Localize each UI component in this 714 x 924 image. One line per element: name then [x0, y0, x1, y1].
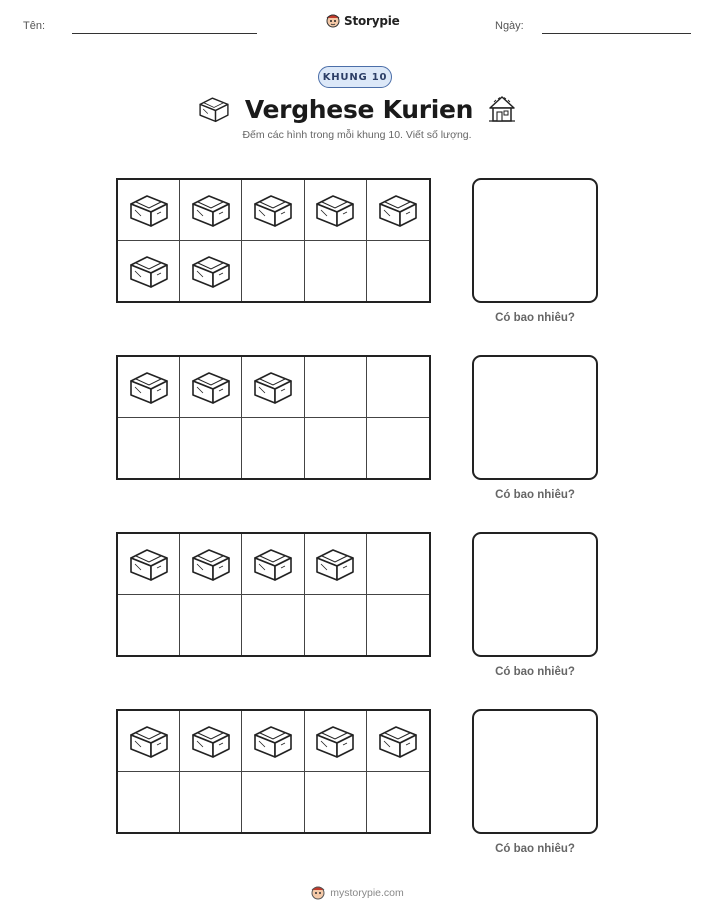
ten-frame-cell — [118, 180, 180, 241]
ten-frame-cell — [305, 241, 367, 302]
ten-frame-cell — [305, 595, 367, 656]
butter-block-icon — [251, 192, 295, 228]
ten-frame-cell — [118, 357, 180, 418]
ten-frame-cell — [118, 534, 180, 595]
butter-block-icon — [313, 546, 357, 582]
answer-box-2[interactable] — [472, 355, 598, 480]
storypie-mascot-icon — [310, 884, 326, 901]
ten-frame-4 — [116, 709, 431, 834]
brand-name: Storypie — [344, 13, 400, 28]
butter-block-icon — [127, 192, 171, 228]
butter-block-icon — [189, 723, 233, 759]
ten-frame-cell — [305, 772, 367, 833]
hut-icon — [487, 94, 517, 124]
ten-frame-cell — [242, 180, 304, 241]
name-label: Tên: — [23, 20, 46, 32]
ten-frame-cell — [305, 357, 367, 418]
ten-frame-cell — [305, 418, 367, 479]
butter-block-icon — [127, 723, 171, 759]
ten-frame-cell — [367, 595, 429, 656]
ten-frame-cell — [242, 711, 304, 772]
butter-block-icon — [189, 369, 233, 405]
ten-frame-2 — [116, 355, 431, 480]
ten-frame-cell — [305, 180, 367, 241]
name-line[interactable] — [72, 33, 257, 34]
question-label-3: Có bao nhiêu? — [495, 666, 575, 678]
ten-frame-cell — [242, 595, 304, 656]
butter-block-icon — [127, 369, 171, 405]
answer-box-3[interactable] — [472, 532, 598, 657]
ten-frame-cell — [118, 772, 180, 833]
butter-block-icon — [251, 723, 295, 759]
page-title: Verghese Kurien — [244, 94, 474, 124]
ten-frame-cell — [180, 180, 242, 241]
ten-frame-cell — [180, 357, 242, 418]
date-line[interactable] — [542, 33, 691, 34]
ten-frame-cell — [367, 357, 429, 418]
ten-frame-cell — [242, 357, 304, 418]
ten-frame-cell — [180, 418, 242, 479]
ten-frame-cell — [118, 711, 180, 772]
question-label-2: Có bao nhiêu? — [495, 489, 575, 501]
ten-frame-cell — [367, 241, 429, 302]
ten-frame-cell — [242, 241, 304, 302]
footer-url: mystorypie.com — [330, 886, 404, 899]
butter-block-icon — [127, 253, 171, 289]
butter-block-icon — [313, 723, 357, 759]
butter-block-icon — [189, 253, 233, 289]
ten-frame-cell — [367, 772, 429, 833]
ten-frame-cell — [367, 534, 429, 595]
ten-frame-cell — [180, 772, 242, 833]
ten-frame-cell — [180, 534, 242, 595]
title-row — [0, 91, 714, 127]
ten-frame-cell — [367, 711, 429, 772]
answer-box-4[interactable] — [472, 709, 598, 834]
ten-frame-cell — [305, 534, 367, 595]
butter-block-icon — [127, 546, 171, 582]
butter-block-icon — [376, 723, 420, 759]
ten-frame-cell — [118, 418, 180, 479]
ten-frame-cell — [180, 711, 242, 772]
date-label: Ngày: — [495, 20, 524, 32]
ten-frame-cell — [242, 534, 304, 595]
butter-block-icon — [189, 546, 233, 582]
ten-frame-cell — [305, 711, 367, 772]
ten-frame-3 — [116, 532, 431, 657]
ten-frame-cell — [180, 241, 242, 302]
ten-frame-cell — [180, 595, 242, 656]
question-label-4: Có bao nhiêu? — [495, 843, 575, 855]
worksheet-type-badge: KHUNG 10 — [318, 66, 392, 88]
brand-logo — [325, 12, 400, 29]
butter-block-icon — [376, 192, 420, 228]
butter-block-icon — [197, 95, 231, 123]
butter-block-icon — [251, 369, 295, 405]
storypie-mascot-icon — [325, 12, 341, 29]
answer-box-1[interactable] — [472, 178, 598, 303]
ten-frame-cell — [242, 418, 304, 479]
footer — [0, 884, 714, 901]
butter-block-icon — [189, 192, 233, 228]
butter-block-icon — [251, 546, 295, 582]
ten-frame-cell — [367, 418, 429, 479]
ten-frame-1 — [116, 178, 431, 303]
ten-frame-cell — [367, 180, 429, 241]
butter-block-icon — [313, 192, 357, 228]
ten-frame-cell — [242, 772, 304, 833]
instructions: Đếm các hình trong mỗi khung 10. Viết số lượng. — [242, 129, 472, 141]
question-label-1: Có bao nhiêu? — [495, 312, 575, 324]
ten-frame-cell — [118, 241, 180, 302]
ten-frame-cell — [118, 595, 180, 656]
